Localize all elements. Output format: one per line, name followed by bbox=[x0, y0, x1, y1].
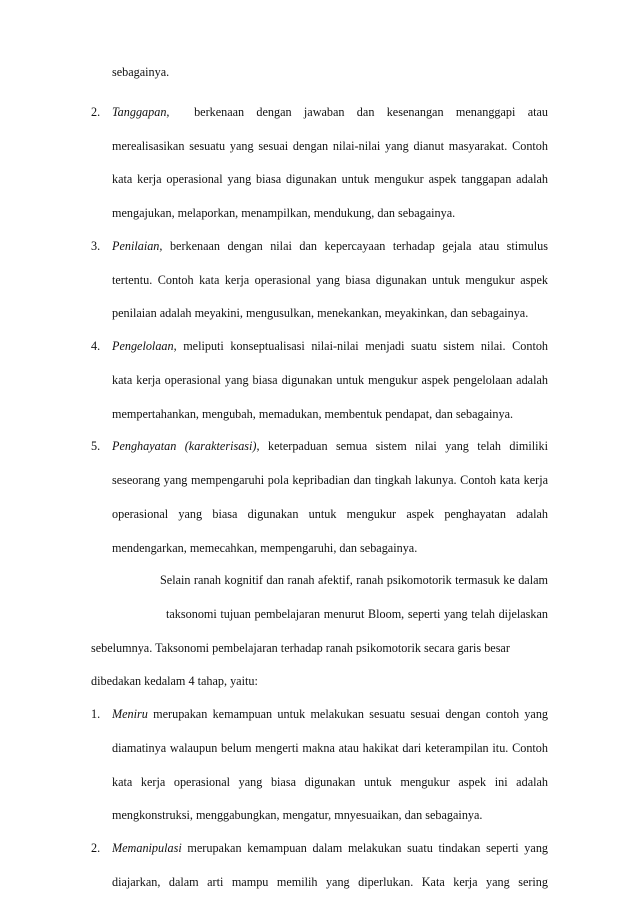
list-item-line: diajarkan, dalam arti mampu memilih yang diperlukan. Kata kerja yang sering bbox=[112, 875, 548, 889]
list-item-term: Tanggapan, bbox=[112, 104, 170, 119]
list-item-line: mengkonstruksi, menggabungkan, mengatur, mnyesuaikan, dan sebagainya. bbox=[112, 808, 483, 823]
list-item-line: merealisasikan sesuatu yang sesuai dengan nilai-nilai yang dianut masyarakat. Contoh bbox=[112, 138, 548, 153]
list-item-line: Memanipulasi merupakan kemampuan dalam melakukan suatu tindakan seperti yang bbox=[112, 841, 548, 856]
list-item-line: mempertahankan, mengubah, memadukan, membentuk pendapat, dan sebagainya. bbox=[112, 406, 514, 421]
list-item-line: mengajukan, melaporkan, menampilkan, mendukung, dan sebagainya. bbox=[112, 205, 456, 220]
intro-tail: sebagainya. bbox=[112, 65, 170, 79]
list-item-line: tertentu. Contoh kata kerja operasional yang biasa digunakan untuk mengukur aspek bbox=[112, 272, 548, 287]
list-item-line: kata kerja operasional yang biasa digunakan untuk mengukur aspek tanggapan adalah bbox=[112, 172, 548, 187]
list-number: 2. bbox=[91, 104, 101, 119]
list-item-line: Penilaian, berkenaan dengan nilai dan kepercayaan terhadap gejala atau stimulus bbox=[112, 238, 548, 253]
paragraph-line: taksonomi tujuan pembelajaran menurut Bloom, seperti yang telah dijelaskan bbox=[166, 607, 548, 621]
list-item-term: Meniru bbox=[112, 707, 148, 722]
list-item-line: diamatinya walaupun belum mengerti makna atau hakikat dari keterampilan itu. Contoh bbox=[112, 741, 548, 755]
list-item-term: Penilaian, bbox=[112, 238, 163, 253]
paragraph-line: dibedakan kedalam 4 tahap, yaitu: bbox=[91, 674, 258, 689]
list-item-term: Memanipulasi bbox=[112, 841, 182, 856]
list-item-line: penilaian adalah meyakini, mengusulkan, menekankan, meyakinkan, dan sebagainya. bbox=[112, 306, 529, 321]
list-number: 4. bbox=[91, 339, 101, 353]
list-item-term: Penghayatan (karakterisasi), bbox=[112, 439, 260, 454]
list-number: 3. bbox=[91, 238, 101, 253]
list-item-line: kata kerja operasional yang biasa digunakan untuk mengukur aspek pengelolaan adalah bbox=[112, 372, 548, 387]
list-item-line: Penghayatan (karakterisasi), keterpaduan semua sistem nilai yang telah dimiliki bbox=[112, 439, 548, 454]
list-item-line: kata kerja operasional yang biasa digunakan untuk mengukur aspek ini adalah bbox=[112, 774, 548, 789]
paragraph-line: sebelumnya. Taksonomi pembelajaran terhadap ranah psikomotorik secara garis besar bbox=[91, 640, 510, 655]
list-item-line: Tanggapan, berkenaan dengan jawaban dan kesenangan menanggapi atau bbox=[112, 104, 548, 119]
list-item-line: Meniru merupakan kemampuan untuk melakukan sesuatu sesuai dengan contoh yang bbox=[112, 707, 548, 722]
list-number: 1. bbox=[91, 707, 101, 722]
list-number: 5. bbox=[91, 439, 101, 454]
list-item-term: Pengelolaan, bbox=[112, 339, 177, 353]
list-number: 2. bbox=[91, 841, 101, 856]
list-item-line: mendengarkan, memecahkan, mempengaruhi, dan sebagainya. bbox=[112, 540, 418, 555]
paragraph-line: Selain ranah kognitif dan ranah afektif, ranah psikomotorik termasuk ke dalam bbox=[160, 573, 548, 588]
list-item-line: seseorang yang mempengaruhi pola kepribadian dan tingkah lakunya. Contoh kata kerja bbox=[112, 473, 548, 487]
list-item-line: operasional yang biasa digunakan untuk mengukur aspek penghayatan adalah bbox=[112, 506, 548, 521]
list-item-line: Pengelolaan, meliputi konseptualisasi nilai-nilai menjadi suatu sistem nilai. Contoh bbox=[112, 339, 548, 353]
